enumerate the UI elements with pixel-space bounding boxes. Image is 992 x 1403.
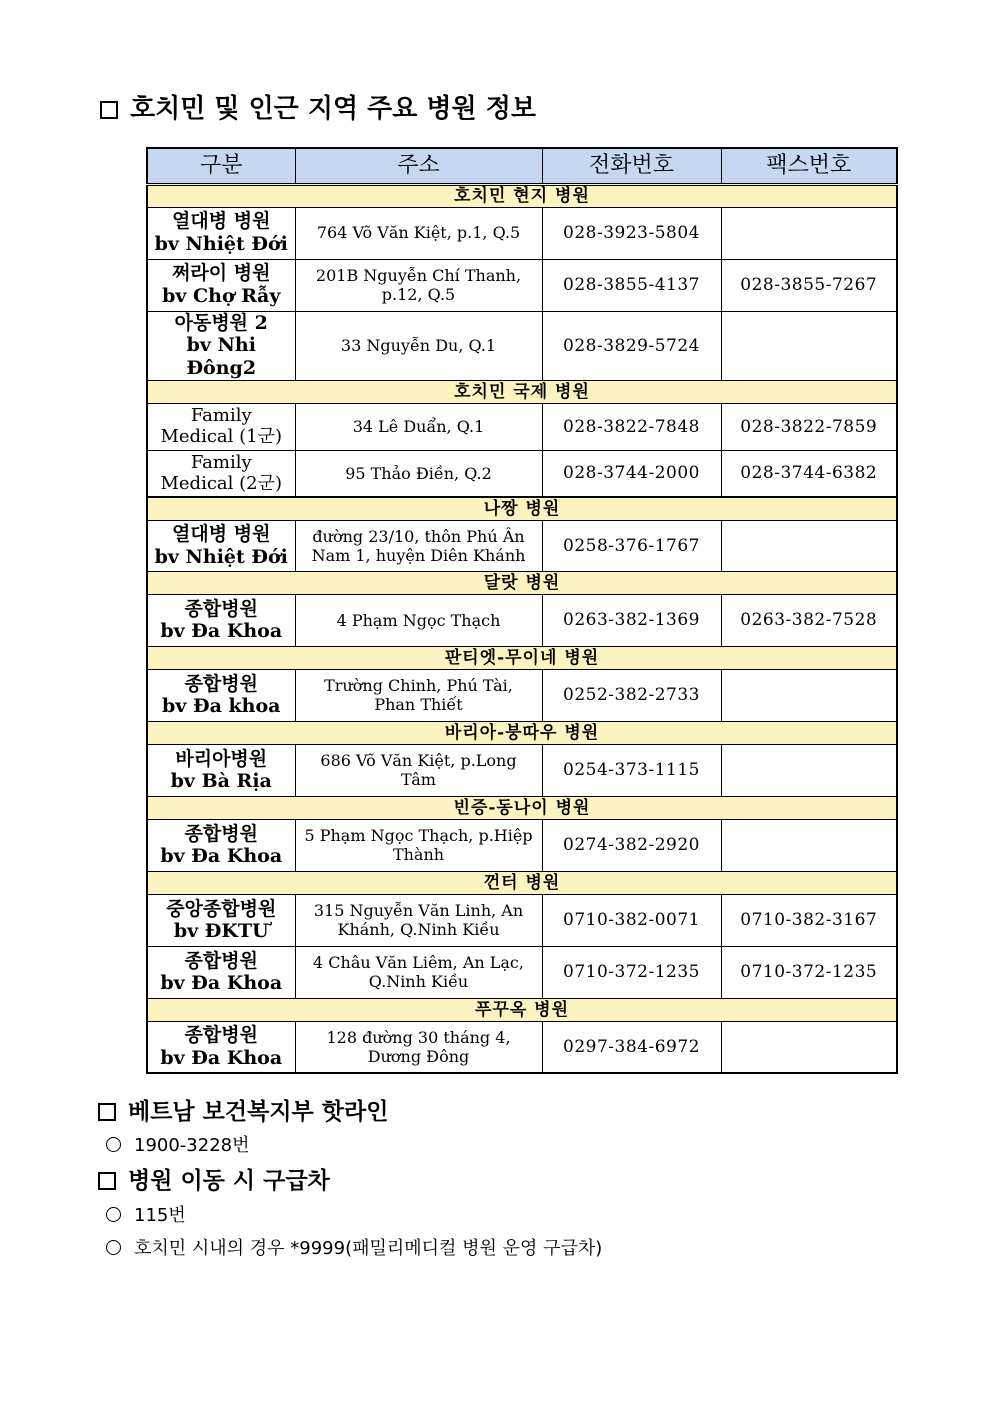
region-label: 호치민 현지 병원 (147, 184, 897, 207)
address-line: 201B Nguyễn Chí Thanh, (315, 265, 522, 285)
hospital-fax (721, 207, 897, 259)
address-line: Nam 1, huyện Diên Khánh (311, 545, 526, 565)
hospital-name (147, 819, 295, 871)
column-header-phone: 전화번호 (542, 148, 721, 184)
hospital-fax (721, 669, 897, 721)
hospital-name-ko: 중앙종합병원 (166, 897, 277, 920)
address-line: đường 23/10, thôn Phú Ân (312, 526, 525, 546)
hospital-address (295, 259, 542, 311)
hospital-fax: 028-3744-6382 (721, 450, 897, 497)
region-row (147, 380, 897, 403)
region-label: 판티엣-무이네 병원 (147, 646, 897, 669)
hospital-name-line: Medical (1군) (160, 425, 283, 447)
checkbox-square-icon (98, 1172, 116, 1190)
hospital-name-line: Medical (2군) (160, 472, 283, 494)
address-line: Dương Đông (367, 1047, 470, 1067)
table-row (147, 1021, 897, 1073)
hospital-fax: 028-3822-7859 (721, 403, 897, 450)
table-row (147, 946, 897, 998)
address-line: Thành (392, 845, 445, 865)
address-line: 34 Lê Duẩn, Q.1 (352, 417, 485, 437)
hospital-name-vi: bv Đa Khoa (160, 620, 283, 643)
hospital-fax (721, 1021, 897, 1073)
hotline-heading-text: 베트남 보건복지부 핫라인 (128, 1099, 389, 1125)
region-row (147, 871, 897, 894)
hospital-fax (721, 311, 897, 380)
hospital-name-vi: bv Đa Khoa (160, 1047, 283, 1070)
hospital-phone: 028-3829-5724 (542, 311, 721, 380)
hospital-name-vi: bv Đa khoa (162, 695, 281, 718)
region-label: 껀터 병원 (147, 871, 897, 894)
hospital-name-ko: 종합병원 (184, 822, 258, 845)
page-title (100, 88, 536, 125)
hospital-phone: 028-3855-4137 (542, 259, 721, 311)
address-line: 33 Nguyễn Du, Q.1 (340, 336, 497, 356)
hospital-name-vi: bv Nhiệt Đới (154, 233, 288, 255)
hospital-name-ko: 종합병원 (184, 949, 258, 972)
ambulance-note: 호치민 시내의 경우 *9999(패밀리메디컬 병원 운영 구급차) (134, 1238, 603, 1259)
ambulance-note-item (106, 1234, 602, 1260)
address-line: Tâm (401, 770, 436, 790)
hospital-name (147, 450, 295, 497)
ambulance-item (106, 1201, 186, 1227)
address-line: Khánh, Q.Ninh Kiều (337, 920, 500, 940)
region-label: 호치민 국제 병원 (147, 380, 897, 403)
hospital-name-ko: 종합병원 (184, 597, 258, 620)
region-label: 바리아-붕따우 병원 (147, 721, 897, 744)
address-line: Q.Ninh Kiều (368, 972, 469, 992)
hospital-address (295, 450, 542, 497)
checkbox-square-icon (100, 101, 118, 119)
address-line: Phan Thiết (374, 695, 463, 715)
hospital-address (295, 819, 542, 871)
hospital-name-vi: bv Đa Khoa (160, 845, 283, 868)
hospital-name (147, 594, 295, 646)
ambulance-heading-text: 병원 이동 시 구급차 (128, 1168, 330, 1194)
hospital-phone: 0258-376-1767 (542, 520, 721, 571)
region-row (147, 646, 897, 669)
hospital-phone: 0274-382-2920 (542, 819, 721, 871)
column-header-address: 주소 (295, 148, 542, 184)
table-row (147, 669, 897, 721)
region-row (147, 184, 897, 207)
table-header-row (147, 148, 897, 184)
region-label: 달랏 병원 (147, 571, 897, 594)
hotline-heading (98, 1093, 388, 1126)
hospital-name-line: Family (190, 405, 252, 427)
address-line: 128 đường 30 tháng 4, (326, 1027, 511, 1047)
hospital-name-ko: 열대병 병원 (172, 210, 271, 233)
hospital-name-ko: 종합병원 (184, 1024, 258, 1047)
region-row (147, 571, 897, 594)
hospital-name-ko: 아동병원 2 (174, 311, 268, 334)
hospital-name-vi: bv Nhiệt Đới (154, 545, 288, 568)
hotline-item (106, 1131, 250, 1157)
address-line: 5 Phạm Ngọc Thạch, p.Hiệp (304, 826, 533, 846)
hospital-address (295, 744, 542, 796)
address-line: 4 Phạm Ngọc Thạch (336, 610, 501, 630)
hospital-name (147, 744, 295, 796)
hospital-phone: 028-3822-7848 (542, 403, 721, 450)
address-line: 95 Thảo Điền, Q.2 (345, 464, 492, 484)
checkbox-square-icon (98, 1103, 116, 1121)
hotline-number: 1900-3228번 (134, 1135, 250, 1156)
region-label: 빈증-동나이 병원 (147, 796, 897, 819)
region-row (147, 998, 897, 1021)
hospital-name-vi: bv ĐKTƯ (173, 920, 269, 943)
hospital-name-vi: bv Chợ Rẫy (162, 285, 281, 307)
hospital-name-ko: 쩌라이 병원 (172, 262, 271, 285)
hospital-name-vi: bv Bà Rịa (170, 770, 272, 793)
column-header-fax: 팩스번호 (721, 148, 897, 184)
address-line: 315 Nguyễn Văn Linh, An (313, 901, 524, 921)
hospital-fax (721, 520, 897, 571)
hospital-name-line: Family (190, 451, 252, 473)
region-label: 푸꾸옥 병원 (147, 998, 897, 1021)
region-label: 나짱 병원 (147, 497, 897, 520)
hospital-name (147, 403, 295, 450)
hospital-name-ko: 바리아병원 (175, 747, 268, 770)
hospital-name (147, 1021, 295, 1073)
hospital-name (147, 520, 295, 571)
region-row (147, 796, 897, 819)
hospital-address (295, 311, 542, 380)
circle-bullet-icon (106, 1240, 121, 1255)
hospital-name-vi: bv Nhi Đông2 (186, 334, 257, 380)
hospital-phone: 0252-382-2733 (542, 669, 721, 721)
table-row (147, 594, 897, 646)
table-row (147, 819, 897, 871)
circle-bullet-icon (106, 1207, 121, 1222)
hospital-fax: 0710-372-1235 (721, 946, 897, 998)
hospital-name (147, 669, 295, 721)
hospital-fax: 0710-382-3167 (721, 894, 897, 946)
column-header-category: 구분 (147, 148, 295, 184)
hospital-name (147, 207, 295, 259)
hospital-address (295, 594, 542, 646)
hospital-phone: 0297-384-6972 (542, 1021, 721, 1073)
hospital-fax (721, 819, 897, 871)
table-row (147, 311, 897, 380)
table-row (147, 744, 897, 796)
address-line: p.12, Q.5 (381, 285, 456, 304)
circle-bullet-icon (106, 1137, 121, 1152)
table-row (147, 259, 897, 311)
table-row (147, 894, 897, 946)
table-row (147, 450, 897, 497)
hospital-name (147, 894, 295, 946)
hospital-name-vi: bv Đa Khoa (160, 972, 283, 995)
hospital-phone: 0263-382-1369 (542, 594, 721, 646)
hospital-address (295, 403, 542, 450)
hospital-fax (721, 744, 897, 796)
address-line: 764 Võ Văn Kiệt, p.1, Q.5 (316, 223, 521, 243)
hospital-phone: 028-3923-5804 (542, 207, 721, 259)
hospital-name (147, 259, 295, 311)
hospital-fax: 028-3855-7267 (721, 259, 897, 311)
address-line: 686 Võ Văn Kiệt, p.Long (320, 751, 517, 771)
address-line: 4 Châu Văn Liêm, An Lạc, (313, 953, 524, 973)
hospital-fax: 0263-382-7528 (721, 594, 897, 646)
table-row (147, 520, 897, 571)
hospital-address (295, 894, 542, 946)
ambulance-heading (98, 1162, 330, 1195)
hospital-phone: 0254-373-1115 (542, 744, 721, 796)
hospital-phone: 028-3744-2000 (542, 450, 721, 497)
hospital-phone: 0710-382-0071 (542, 894, 721, 946)
address-line: Trường Chinh, Phú Tài, (324, 676, 513, 696)
hospital-address (295, 1021, 542, 1073)
hospital-address (295, 946, 542, 998)
hospital-table (146, 147, 898, 1074)
hospital-phone: 0710-372-1235 (542, 946, 721, 998)
hospital-name (147, 946, 295, 998)
hospital-name-ko: 열대병 병원 (172, 523, 271, 546)
hospital-address (295, 207, 542, 259)
table-row (147, 207, 897, 259)
table-row (147, 403, 897, 450)
hospital-address (295, 520, 542, 571)
region-row (147, 497, 897, 520)
page-title-text: 호치민 및 인근 지역 주요 병원 정보 (130, 94, 536, 124)
hospital-address (295, 669, 542, 721)
ambulance-number: 115번 (134, 1205, 186, 1226)
region-row (147, 721, 897, 744)
hospital-name (147, 311, 295, 380)
hospital-name-ko: 종합병원 (184, 672, 258, 695)
